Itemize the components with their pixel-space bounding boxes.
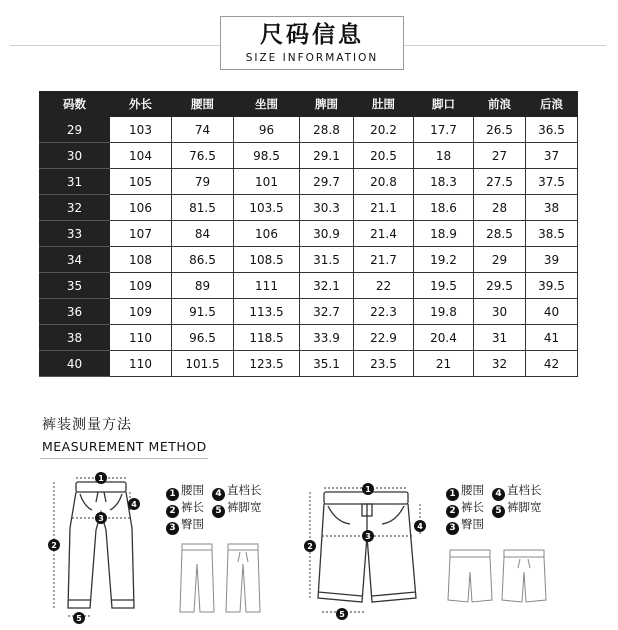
- legend-trousers: [166, 482, 262, 533]
- table-cell: 39.5: [526, 273, 578, 299]
- table-cell: 105: [110, 169, 172, 195]
- table-cell: 109: [110, 299, 172, 325]
- table-cell: 20.5: [354, 143, 414, 169]
- table-row: [40, 117, 578, 143]
- size-code: 34: [40, 247, 110, 273]
- size-code: 38: [40, 325, 110, 351]
- table-cell: 101.5: [172, 351, 234, 377]
- table-cell: 98.5: [234, 143, 300, 169]
- legend-label: 裤长: [461, 500, 484, 514]
- table-cell: 18.3: [414, 169, 474, 195]
- table-cell: 32.7: [300, 299, 354, 325]
- size-code: 33: [40, 221, 110, 247]
- table-cell: 113.5: [234, 299, 300, 325]
- table-cell: 22: [354, 273, 414, 299]
- table-header-row: [40, 92, 578, 117]
- size-code: 31: [40, 169, 110, 195]
- table-cell: 101: [234, 169, 300, 195]
- shorts-diagram: [300, 474, 434, 624]
- legend-label: 臀围: [461, 517, 484, 531]
- table-cell: 29.7: [300, 169, 354, 195]
- table-cell: 35.1: [300, 351, 354, 377]
- legend-label: 臀围: [181, 517, 204, 531]
- number-badge: 5: [492, 505, 505, 518]
- table-cell: 106: [234, 221, 300, 247]
- number-badge: 4: [212, 488, 225, 501]
- col-header: 坐围: [234, 92, 300, 117]
- table-cell: 29: [474, 247, 526, 273]
- number-badge: 2: [166, 505, 179, 518]
- size-code: 32: [40, 195, 110, 221]
- svg-text:3: 3: [98, 514, 104, 523]
- col-header: 前浪: [474, 92, 526, 117]
- size-code: 35: [40, 273, 110, 299]
- col-header: 码数: [40, 92, 110, 117]
- table-cell: 18.9: [414, 221, 474, 247]
- legend-label: 腰围: [461, 483, 484, 497]
- table-cell: 27: [474, 143, 526, 169]
- table-cell: 110: [110, 351, 172, 377]
- table-cell: 40: [526, 299, 578, 325]
- table-cell: 23.5: [354, 351, 414, 377]
- legend-label: 直档长: [507, 483, 542, 497]
- table-cell: 103: [110, 117, 172, 143]
- table-cell: 84: [172, 221, 234, 247]
- table-cell: 37.5: [526, 169, 578, 195]
- svg-text:1: 1: [98, 474, 104, 483]
- table-cell: 123.5: [234, 351, 300, 377]
- trousers-front-back: [176, 540, 266, 616]
- table-cell: 28.5: [474, 221, 526, 247]
- table-cell: 109: [110, 273, 172, 299]
- number-badge: 1: [166, 488, 179, 501]
- table-cell: 21.1: [354, 195, 414, 221]
- table-cell: 30.3: [300, 195, 354, 221]
- table-cell: 86.5: [172, 247, 234, 273]
- table-row: [40, 273, 578, 299]
- svg-text:2: 2: [307, 542, 313, 551]
- legend-label: 裤长: [181, 500, 204, 514]
- table-cell: 38: [526, 195, 578, 221]
- table-cell: 118.5: [234, 325, 300, 351]
- table-cell: 29.1: [300, 143, 354, 169]
- table-cell: 29.5: [474, 273, 526, 299]
- table-cell: 32: [474, 351, 526, 377]
- table-cell: 39: [526, 247, 578, 273]
- col-header: 外长: [110, 92, 172, 117]
- table-cell: 33.9: [300, 325, 354, 351]
- number-badge: 5: [212, 505, 225, 518]
- table-cell: 19.5: [414, 273, 474, 299]
- method-underline: [40, 458, 208, 459]
- table-cell: 18.6: [414, 195, 474, 221]
- col-header: 脾围: [300, 92, 354, 117]
- table-cell: 22.9: [354, 325, 414, 351]
- col-header: 腰围: [172, 92, 234, 117]
- svg-text:2: 2: [51, 541, 57, 550]
- col-header: 脚口: [414, 92, 474, 117]
- table-cell: 21.7: [354, 247, 414, 273]
- size-code: 29: [40, 117, 110, 143]
- legend-label: 腰围: [181, 483, 204, 497]
- table-cell: 103.5: [234, 195, 300, 221]
- table-cell: 27.5: [474, 169, 526, 195]
- shorts-front-back: [446, 546, 550, 606]
- table-cell: 108.5: [234, 247, 300, 273]
- header-line-left: [10, 45, 220, 46]
- table-cell: 17.7: [414, 117, 474, 143]
- table-cell: 19.2: [414, 247, 474, 273]
- table-cell: 18: [414, 143, 474, 169]
- table-cell: 21: [414, 351, 474, 377]
- legend-label: 裤脚宽: [227, 500, 262, 514]
- table-cell: 31: [474, 325, 526, 351]
- col-header: 肚围: [354, 92, 414, 117]
- header-box: [220, 16, 404, 70]
- size-code: 40: [40, 351, 110, 377]
- table-row: [40, 221, 578, 247]
- table-cell: 28.8: [300, 117, 354, 143]
- number-badge: 3: [446, 522, 459, 535]
- table-cell: 20.2: [354, 117, 414, 143]
- table-cell: 79: [172, 169, 234, 195]
- table-cell: 36.5: [526, 117, 578, 143]
- table-cell: 37: [526, 143, 578, 169]
- table-cell: 74: [172, 117, 234, 143]
- table-cell: 20.8: [354, 169, 414, 195]
- table-cell: 96: [234, 117, 300, 143]
- table-cell: 91.5: [172, 299, 234, 325]
- table-row: [40, 143, 578, 169]
- legend-label: 直档长: [227, 483, 262, 497]
- col-header: 后浪: [526, 92, 578, 117]
- svg-text:5: 5: [76, 614, 82, 623]
- table-cell: 22.3: [354, 299, 414, 325]
- table-cell: 76.5: [172, 143, 234, 169]
- table-cell: 110: [110, 325, 172, 351]
- table-row: [40, 325, 578, 351]
- size-code: 36: [40, 299, 110, 325]
- svg-text:5: 5: [339, 610, 345, 619]
- svg-text:4: 4: [131, 500, 137, 509]
- table-cell: 31.5: [300, 247, 354, 273]
- table-cell: 20.4: [414, 325, 474, 351]
- table-cell: 81.5: [172, 195, 234, 221]
- table-cell: 42: [526, 351, 578, 377]
- method-title-zh: 裤装测量方法: [42, 417, 132, 433]
- svg-text:1: 1: [365, 485, 371, 494]
- table-cell: 108: [110, 247, 172, 273]
- table-row: [40, 195, 578, 221]
- table-cell: 32.1: [300, 273, 354, 299]
- number-badge: 4: [492, 488, 505, 501]
- table-cell: 41: [526, 325, 578, 351]
- header-title-en: SIZE INFORMATION: [245, 52, 379, 64]
- table-cell: 104: [110, 143, 172, 169]
- table-row: [40, 169, 578, 195]
- svg-text:4: 4: [417, 522, 423, 531]
- number-badge: 1: [446, 488, 459, 501]
- svg-text:3: 3: [365, 532, 371, 541]
- table-cell: 26.5: [474, 117, 526, 143]
- table-cell: 21.4: [354, 221, 414, 247]
- legend-shorts: [446, 482, 542, 533]
- number-badge: 3: [166, 522, 179, 535]
- table-cell: 30.9: [300, 221, 354, 247]
- size-table: [39, 91, 578, 377]
- size-code: 30: [40, 143, 110, 169]
- number-badge: 2: [446, 505, 459, 518]
- table-row: [40, 351, 578, 377]
- table-cell: 19.8: [414, 299, 474, 325]
- table-row: [40, 247, 578, 273]
- method-title-en: MEASUREMENT METHOD: [42, 439, 207, 454]
- table-cell: 106: [110, 195, 172, 221]
- header-line-right: [404, 45, 606, 46]
- table-row: [40, 299, 578, 325]
- table-cell: 30: [474, 299, 526, 325]
- table-cell: 89: [172, 273, 234, 299]
- header-title-zh: 尺码信息: [260, 22, 364, 48]
- trousers-diagram: [40, 468, 162, 626]
- table-cell: 107: [110, 221, 172, 247]
- table-cell: 96.5: [172, 325, 234, 351]
- table-cell: 28: [474, 195, 526, 221]
- legend-label: 裤脚宽: [507, 500, 542, 514]
- table-cell: 38.5: [526, 221, 578, 247]
- table-cell: 111: [234, 273, 300, 299]
